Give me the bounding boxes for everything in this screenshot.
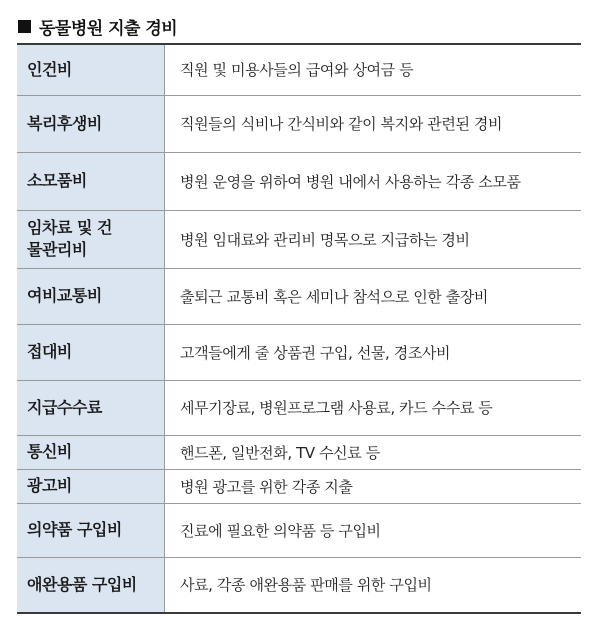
category-cell: 복리후생비 xyxy=(17,95,165,152)
description-cell: 병원 임대료와 관리비 명목으로 지급하는 경비 xyxy=(165,210,582,268)
description-cell: 진료에 필요한 의약품 등 구입비 xyxy=(165,503,582,557)
table-row xyxy=(17,210,581,268)
title-text: 동물병원 지출 경비 xyxy=(39,18,178,39)
description-cell: 직원 및 미용사들의 급여와 상여금 등 xyxy=(165,44,582,95)
category-cell: 접대비 xyxy=(17,324,165,380)
category-cell: 지급수수료 xyxy=(17,380,165,435)
category-label: 임차료 및 건물관리비 xyxy=(27,218,112,259)
table-title xyxy=(18,12,177,40)
table-row xyxy=(17,469,581,503)
description-cell: 사료, 각종 애완용품 판매를 위한 구입비 xyxy=(165,557,582,613)
category-cell: 여비교통비 xyxy=(17,268,165,324)
description-cell: 고객들에게 줄 상품권 구입, 선물, 경조사비 xyxy=(165,324,582,380)
table-row xyxy=(17,44,581,95)
table-row xyxy=(17,95,581,152)
table-row xyxy=(17,435,581,469)
category-cell: 인건비 xyxy=(17,44,165,95)
table-row xyxy=(17,268,581,324)
black-square-icon xyxy=(18,20,31,33)
description-cell: 병원 광고를 위한 각종 지출 xyxy=(165,469,582,503)
description-cell: 핸드폰, 일반전화, TV 수신료 등 xyxy=(165,435,582,469)
category-cell: 통신비 xyxy=(17,435,165,469)
category-cell: 소모품비 xyxy=(17,152,165,210)
description-cell: 세무기장료, 병원프로그램 사용료, 카드 수수료 등 xyxy=(165,380,582,435)
category-cell xyxy=(17,210,165,268)
table-row xyxy=(17,380,581,435)
description-cell: 직원들의 식비나 간식비와 같이 복지와 관련된 경비 xyxy=(165,95,582,152)
category-cell: 의약품 구입비 xyxy=(17,503,165,557)
description-cell: 출퇴근 교통비 혹은 세미나 참석으로 인한 출장비 xyxy=(165,268,582,324)
expense-table xyxy=(17,43,581,614)
table-row xyxy=(17,152,581,210)
table-row xyxy=(17,324,581,380)
category-cell: 광고비 xyxy=(17,469,165,503)
description-cell: 병원 운영을 위하여 병원 내에서 사용하는 각종 소모품 xyxy=(165,152,582,210)
table-row xyxy=(17,557,581,613)
category-cell: 애완용품 구입비 xyxy=(17,557,165,613)
table-row xyxy=(17,503,581,557)
